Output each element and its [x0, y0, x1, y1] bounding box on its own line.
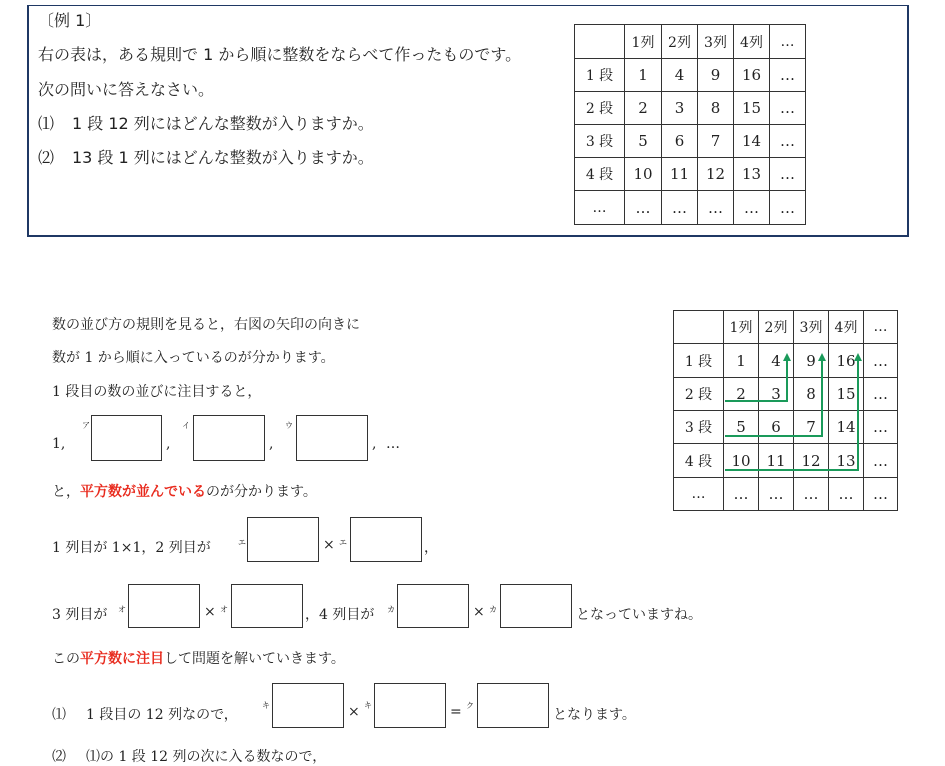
row-header: 4 段 — [575, 158, 625, 191]
grid-cell: 16 — [829, 344, 864, 378]
grid-cell: … — [698, 191, 734, 225]
times-sign: × — [348, 704, 360, 720]
row-header: 3 段 — [575, 125, 625, 158]
grid-cell: 9 — [698, 59, 734, 92]
sequence-start: 1, — [52, 436, 66, 452]
grid-cell: 5 — [625, 125, 662, 158]
times-sign: × — [204, 604, 216, 620]
row-header: 1 段 — [575, 59, 625, 92]
answer-box-o-2[interactable] — [231, 584, 303, 628]
grid-cell: 14 — [734, 125, 770, 158]
example-intro-1: 右の表は，ある規則で 1 から順に整数をならべて作ったものです。 — [38, 45, 522, 64]
grid-cell: 12 — [698, 158, 734, 191]
grid-cell: 3 — [759, 378, 794, 411]
grid-cell: 1 — [724, 344, 759, 378]
grid-cell: … — [864, 478, 898, 511]
label-ka: カ — [489, 605, 497, 614]
solution-line-8 — [52, 648, 345, 668]
col-header: 4列 — [829, 311, 864, 344]
grid-cell: … — [864, 378, 898, 411]
answer-box-u[interactable] — [296, 415, 368, 461]
grid-cell: … — [662, 191, 698, 225]
question-1-text: 1 段 12 列にはどんな整数が入りますか。 — [72, 114, 374, 133]
answer-box-a[interactable] — [91, 415, 162, 461]
line-5-suffix: のが分かります。 — [206, 484, 317, 500]
grid-cell: 12 — [794, 444, 829, 478]
grid-cell: 11 — [662, 158, 698, 191]
grid-cell: 4 — [759, 344, 794, 378]
answer-box-i[interactable] — [193, 415, 265, 461]
row-header: 3 段 — [674, 411, 724, 444]
comma: ， — [424, 540, 438, 556]
comma: , — [269, 436, 274, 452]
grid-cell: 7 — [698, 125, 734, 158]
answer-box-o-1[interactable] — [128, 584, 200, 628]
grid-cell: 15 — [734, 92, 770, 125]
answer-box-ka-2[interactable] — [500, 584, 572, 628]
line-8-prefix: この — [52, 651, 80, 667]
label-ka: カ — [387, 605, 395, 614]
grid-cell: 1 — [625, 59, 662, 92]
solution-line-7-middle: ，4 列目が — [305, 607, 375, 623]
grid-cell: 14 — [829, 411, 864, 444]
grid-cell: … — [770, 158, 806, 191]
comma: , — [372, 436, 377, 452]
col-header: 3列 — [698, 25, 734, 59]
solution-line-6-prefix: 1 列目が 1×1，2 列目が — [52, 540, 211, 556]
grid-cell: 8 — [698, 92, 734, 125]
grid-cell: 10 — [625, 158, 662, 191]
answer-box-e-1[interactable] — [247, 517, 319, 562]
line-5-prefix: と， — [52, 484, 80, 500]
solution-line-1: 数の並び方の規則を見ると，右図の矢印の向きに — [52, 317, 360, 333]
col-header: … — [864, 311, 898, 344]
question-1-number: ⑴ — [38, 114, 55, 133]
col-header: 2列 — [759, 311, 794, 344]
grid-cell: 16 — [734, 59, 770, 92]
grid-cell: 13 — [829, 444, 864, 478]
grid-cell: 4 — [662, 59, 698, 92]
answer-box-ku[interactable] — [477, 683, 549, 728]
line-8-suffix: して問題を解いていきます。 — [164, 651, 345, 667]
row-header: … — [674, 478, 724, 511]
solution-line-7-suffix: となっていますね。 — [576, 607, 702, 623]
ellipsis: … — [386, 436, 400, 452]
grid-cell: 13 — [734, 158, 770, 191]
solution-line-3: 1 段目の数の並びに注目すると， — [52, 384, 262, 400]
grid-cell: … — [864, 411, 898, 444]
answer-box-ka-1[interactable] — [397, 584, 469, 628]
grid-cell: … — [864, 444, 898, 478]
col-header: 4列 — [734, 25, 770, 59]
grid-corner — [575, 25, 625, 59]
col-header: 1列 — [724, 311, 759, 344]
grid-cell: … — [794, 478, 829, 511]
label-e: エ — [238, 538, 246, 547]
grid-cell: 8 — [794, 378, 829, 411]
row-header: 4 段 — [674, 444, 724, 478]
grid-cell: 10 — [724, 444, 759, 478]
label-o: オ — [118, 605, 126, 614]
grid-cell: … — [770, 125, 806, 158]
question-2-text: 13 段 1 列にはどんな整数が入りますか。 — [72, 148, 374, 167]
col-header: 1列 — [625, 25, 662, 59]
label-ki: キ — [262, 701, 270, 710]
highlight-focus-square: 平方数に注目 — [80, 651, 164, 667]
col-header: 3列 — [794, 311, 829, 344]
label-ki: キ — [364, 701, 372, 710]
equals-sign: = — [450, 704, 462, 720]
number-grid-solution — [673, 310, 898, 511]
grid-cell: 15 — [829, 378, 864, 411]
grid-cell: 9 — [794, 344, 829, 378]
question-2-number: ⑵ — [38, 148, 55, 167]
row-header: 1 段 — [674, 344, 724, 378]
times-sign: × — [473, 604, 485, 620]
answer-box-ki-1[interactable] — [272, 683, 344, 728]
times-sign: × — [323, 537, 335, 553]
answer-1-suffix: となります。 — [553, 707, 636, 723]
grid-cell: … — [770, 191, 806, 225]
grid-cell: … — [734, 191, 770, 225]
answer-box-e-2[interactable] — [350, 517, 422, 562]
grid-cell: … — [770, 92, 806, 125]
grid-cell: … — [724, 478, 759, 511]
label-e: エ — [339, 538, 347, 547]
label-a: ア — [82, 421, 90, 430]
label-o: オ — [220, 605, 228, 614]
row-header: 2 段 — [575, 92, 625, 125]
comma: , — [166, 436, 171, 452]
grid-corner — [674, 311, 724, 344]
label-ku: ク — [466, 701, 474, 710]
col-header: 2列 — [662, 25, 698, 59]
example-intro-2: 次の問いに答えなさい。 — [38, 80, 215, 99]
solution-line-2: 数が 1 から順に入っているのが分かります。 — [52, 350, 335, 366]
grid-cell: 6 — [662, 125, 698, 158]
label-u: ウ — [285, 421, 293, 430]
highlight-square-numbers: 平方数が並んでいる — [80, 484, 206, 500]
grid-cell: … — [759, 478, 794, 511]
example-label: 〔例 1〕 — [38, 11, 102, 30]
grid-cell: … — [864, 344, 898, 378]
grid-cell: 6 — [759, 411, 794, 444]
answer-2-text: ⑴の 1 段 12 列の次に入る数なので， — [86, 749, 327, 765]
number-grid-example — [574, 24, 806, 225]
grid-cell: 3 — [662, 92, 698, 125]
row-header: … — [575, 191, 625, 225]
grid-cell: 7 — [794, 411, 829, 444]
row-header: 2 段 — [674, 378, 724, 411]
grid-cell: 11 — [759, 444, 794, 478]
answer-2-number: ⑵ — [52, 749, 66, 765]
grid-cell: 2 — [625, 92, 662, 125]
answer-1-text: 1 段目の 12 列なので， — [86, 707, 238, 723]
grid-cell: 2 — [724, 378, 759, 411]
col-header: … — [770, 25, 806, 59]
grid-cell: … — [829, 478, 864, 511]
grid-cell: 5 — [724, 411, 759, 444]
label-i: イ — [182, 421, 190, 430]
grid-cell: … — [625, 191, 662, 225]
answer-1-number: ⑴ — [52, 707, 66, 723]
solution-line-7-prefix: 3 列目が — [52, 607, 108, 623]
grid-cell: … — [770, 59, 806, 92]
solution-line-5 — [52, 481, 317, 501]
answer-box-ki-2[interactable] — [374, 683, 446, 728]
